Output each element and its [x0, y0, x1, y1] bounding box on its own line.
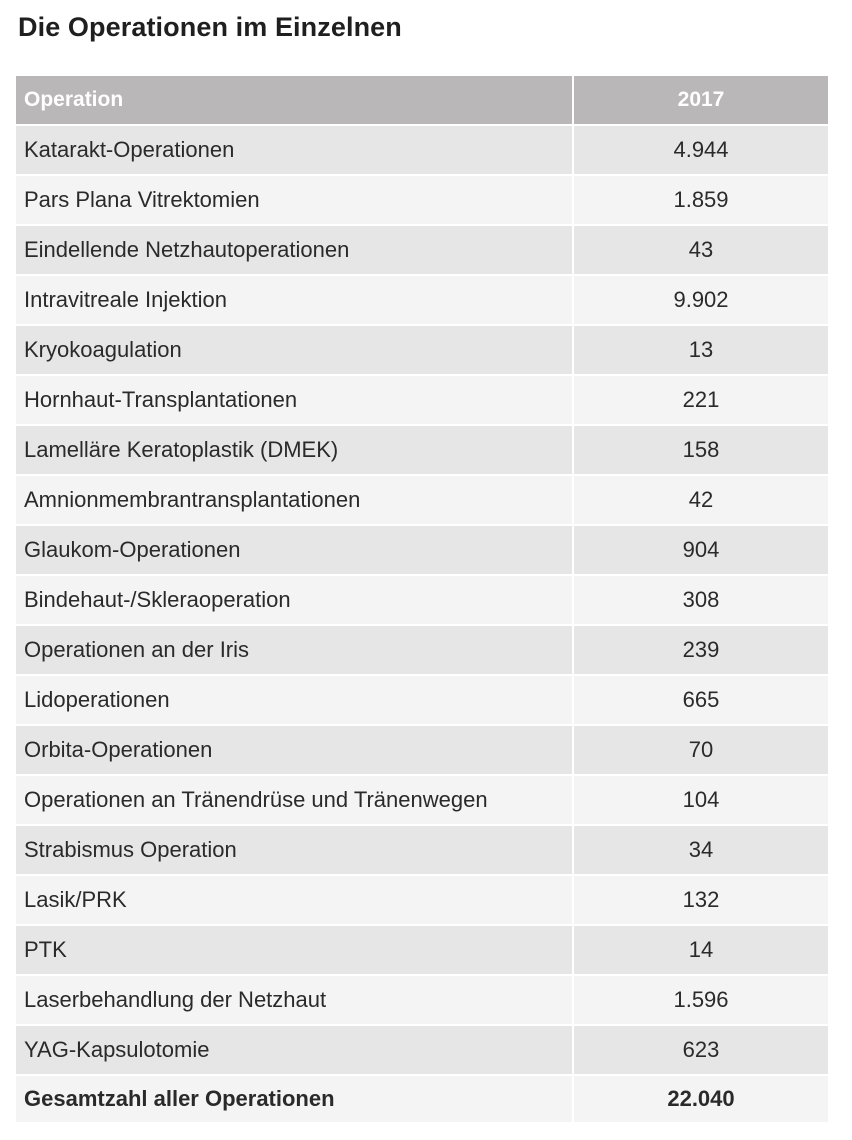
table-row	[16, 275, 828, 325]
operation-name: Bindehaut-/Skleraoperation	[16, 575, 573, 625]
column-header-operation: Operation	[16, 76, 573, 125]
operation-name: YAG-Kapsulotomie	[16, 1025, 573, 1075]
operation-count: 239	[573, 625, 828, 675]
table-row	[16, 225, 828, 275]
operation-name: Eindellende Netzhautoperationen	[16, 225, 573, 275]
operation-count: 904	[573, 525, 828, 575]
table-row	[16, 475, 828, 525]
table-row	[16, 975, 828, 1025]
column-header-year: 2017	[573, 76, 828, 125]
operation-name: Operationen an der Iris	[16, 625, 573, 675]
operations-table	[16, 76, 828, 1122]
operation-name: Hornhaut-Transplantationen	[16, 375, 573, 425]
total-row	[16, 1075, 828, 1122]
operation-count: 34	[573, 825, 828, 875]
table-row	[16, 825, 828, 875]
table-header-row	[16, 76, 828, 125]
operation-count: 104	[573, 775, 828, 825]
operation-count: 70	[573, 725, 828, 775]
operation-count: 9.902	[573, 275, 828, 325]
table-row	[16, 725, 828, 775]
operation-count: 221	[573, 375, 828, 425]
table-row	[16, 375, 828, 425]
operation-name: Intravitreale Injektion	[16, 275, 573, 325]
operation-count: 14	[573, 925, 828, 975]
operation-name: Amnionmembrantransplantationen	[16, 475, 573, 525]
operation-name: Glaukom-Operationen	[16, 525, 573, 575]
operation-name: Kryokoagulation	[16, 325, 573, 375]
table-row	[16, 1025, 828, 1075]
operation-count: 623	[573, 1025, 828, 1075]
operation-count: 43	[573, 225, 828, 275]
operation-count: 1.859	[573, 175, 828, 225]
table-row	[16, 325, 828, 375]
table-row	[16, 525, 828, 575]
operation-count: 308	[573, 575, 828, 625]
page-title: Die Operationen im Einzelnen	[18, 12, 402, 42]
operation-count: 132	[573, 875, 828, 925]
operation-name: Lasik/PRK	[16, 875, 573, 925]
operation-count: 665	[573, 675, 828, 725]
total-label: Gesamtzahl aller Operationen	[16, 1075, 573, 1122]
operation-name: PTK	[16, 925, 573, 975]
operation-name: Pars Plana Vitrektomien	[16, 175, 573, 225]
operation-name: Strabismus Operation	[16, 825, 573, 875]
table-row	[16, 125, 828, 175]
operation-count: 13	[573, 325, 828, 375]
operation-name: Operationen an Tränendrüse und Tränenwegen	[16, 775, 573, 825]
operation-count: 42	[573, 475, 828, 525]
operation-count: 158	[573, 425, 828, 475]
operation-name: Katarakt-Operationen	[16, 125, 573, 175]
table-row	[16, 925, 828, 975]
operation-name: Lidoperationen	[16, 675, 573, 725]
table-row	[16, 425, 828, 475]
operation-count: 1.596	[573, 975, 828, 1025]
operation-count: 4.944	[573, 125, 828, 175]
total-value: 22.040	[573, 1075, 828, 1122]
table-row	[16, 175, 828, 225]
operation-name: Laserbehandlung der Netzhaut	[16, 975, 573, 1025]
table-row	[16, 775, 828, 825]
table-row	[16, 575, 828, 625]
operation-name: Lamelläre Keratoplastik (DMEK)	[16, 425, 573, 475]
table-row	[16, 875, 828, 925]
table-row	[16, 625, 828, 675]
operation-name: Orbita-Operationen	[16, 725, 573, 775]
table-row	[16, 675, 828, 725]
